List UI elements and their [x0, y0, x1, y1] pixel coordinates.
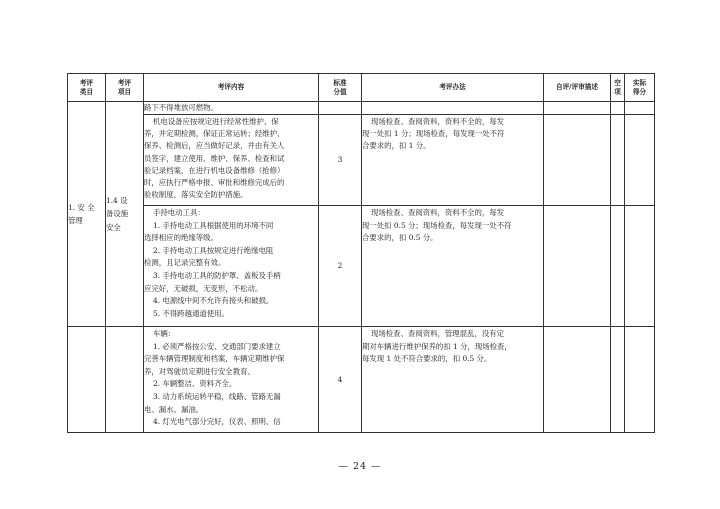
content-line: 养，并定期检测，保证正常运转；经维护、	[144, 129, 285, 139]
content-line: 应完好，无破损，无变形，不松动。	[144, 283, 263, 293]
content-line: 完善车辆管理制度和档案，车辆定期维护保	[144, 354, 285, 364]
self-eval-cell	[544, 115, 611, 206]
table-row	[68, 115, 655, 206]
self-eval-cell	[544, 327, 611, 433]
header-method: 考评办法	[362, 74, 544, 102]
header-content: 考评内容	[144, 74, 319, 102]
actual-score-cell	[625, 206, 655, 327]
header-blank: 空 项	[611, 74, 625, 102]
method-cell	[362, 115, 544, 206]
content-line: 检测，且记录完整有效。	[144, 258, 226, 268]
content-line: 1. 必须严格按公安、交通部门要求建立	[153, 341, 281, 351]
blank-cell	[611, 327, 625, 433]
page-number: — 24 —	[338, 461, 382, 472]
content-cell: 路下不得堆放可燃物。	[144, 102, 319, 115]
header-item: 考评 项目	[106, 74, 144, 102]
item-cell: 1.4 设 备设施 安全	[106, 102, 144, 327]
content-line: 验记录档案，在进行机电设备维修（抢修）	[144, 165, 285, 175]
content-line: 员签字，建立使用、维护、保养、检查和试	[144, 153, 285, 163]
content-line: 车辆：	[153, 329, 176, 338]
method-line: 合要求的，扣 1 分。	[362, 141, 431, 151]
header-actual-score: 实际 得分	[625, 74, 655, 102]
item-cell	[106, 327, 144, 433]
score-cell: 4	[319, 327, 362, 433]
category-cell	[68, 327, 106, 433]
evaluation-table	[67, 73, 655, 433]
score-cell: 2	[319, 206, 362, 327]
header-category: 考评 类目	[68, 74, 106, 102]
table-row	[68, 327, 655, 433]
content-line: 手持电动工具：	[153, 208, 205, 217]
content-line: 3. 动力系统运转平稳，线路、管路无漏	[153, 391, 281, 401]
content-line: 4. 电源线中间不允许有接头和破损。	[153, 296, 274, 306]
table-row	[68, 206, 655, 327]
method-line: 期对车辆进行维护保养的扣 1 分，现场检查，	[362, 341, 512, 351]
method-line: 现场检查、查阅资料，管理混乱，没有定	[371, 329, 505, 338]
method-cell	[362, 206, 544, 327]
method-line: 合要求的，扣 0.5 分。	[362, 233, 438, 243]
table-header-row	[68, 74, 655, 102]
self-eval-cell	[544, 206, 611, 327]
self-eval-cell	[544, 102, 611, 115]
actual-score-cell	[625, 102, 655, 115]
actual-score-cell	[625, 327, 655, 433]
blank-cell	[611, 102, 625, 115]
content-line: 养，对驾驶员定期进行安全教育。	[144, 366, 255, 376]
content-cell	[144, 115, 319, 206]
method-line: 现场检查、查阅资料，资料不全的，每发	[371, 117, 505, 126]
method-cell	[362, 327, 544, 433]
content-cell	[144, 206, 319, 327]
category-cell: 1. 安 全 管理	[68, 102, 106, 327]
content-line: 4. 灯光电气部分完好，仪表、照明、信	[153, 417, 281, 427]
method-line: 每发现 1 处不符合要求的，扣 0.5 分。	[362, 354, 492, 364]
content-line: 2. 手持电动工具按规定进行绝缘电阻	[153, 245, 274, 255]
content-line: 电、漏水、漏油。	[144, 404, 204, 414]
method-cell	[362, 102, 544, 115]
content-line: 时，应执行严格申报、审批和维修完成后的	[144, 178, 285, 188]
actual-score-cell	[625, 115, 655, 206]
method-line: 现场检查、查阅资料，资料不全的，每发	[371, 208, 505, 217]
content-line: 选择相应的绝缘等级。	[144, 233, 218, 243]
header-self-eval: 自评/评审描述	[544, 74, 611, 102]
content-line: 保养、检测后，应当做好记录，并由有关人	[144, 141, 285, 151]
score-cell: 3	[319, 115, 362, 206]
header-score: 标准 分值	[319, 74, 362, 102]
content-line: 验收制度，落实安全防护措施。	[144, 190, 248, 200]
content-line: 2. 车辆整洁、资料齐全。	[153, 379, 237, 389]
blank-cell	[611, 115, 625, 206]
method-line: 现一处扣 1 分；现场检查，每发现一处不符	[362, 129, 505, 139]
blank-cell	[611, 206, 625, 327]
content-line: 机电设备应按规定进行经常性维护、保	[153, 117, 279, 126]
content-line: 1. 手持电动工具根据使用的环境不同	[153, 220, 274, 230]
table-row	[68, 102, 655, 115]
content-cell	[144, 327, 319, 433]
content-line: 5. 不得跨越通道使用。	[153, 308, 229, 318]
content-line: 3. 手持电动工具的防护罩、盖板及手柄	[153, 270, 281, 280]
method-line: 现一处扣 0.5 分；现场检查，每发现一处不符	[362, 220, 512, 230]
score-cell	[319, 102, 362, 115]
